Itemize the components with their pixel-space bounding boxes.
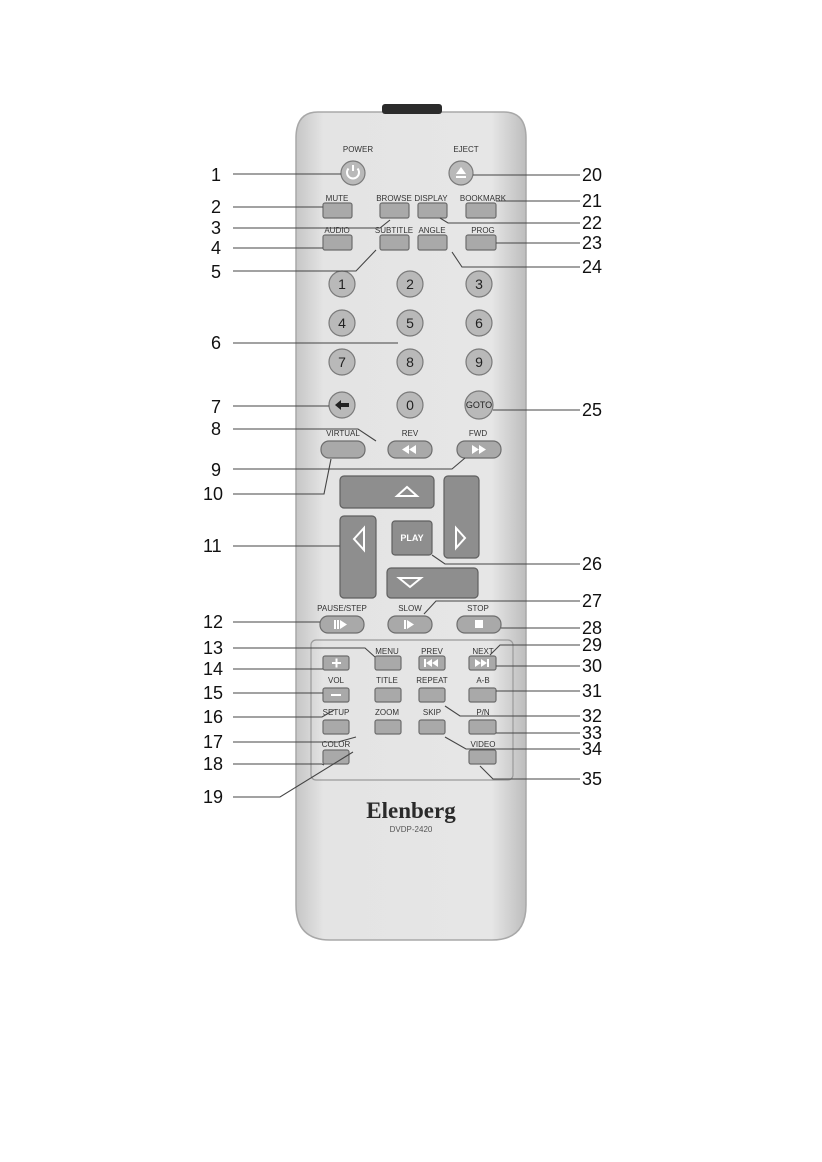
stop-icon — [475, 620, 483, 628]
eject-button[interactable] — [449, 161, 473, 185]
fwd-button[interactable] — [457, 441, 501, 458]
slow-label: SLOW — [398, 604, 422, 613]
angle-label: ANGLE — [418, 226, 446, 235]
callout-18: 18 — [203, 754, 224, 774]
eject-label: EJECT — [453, 145, 479, 154]
repeat-label: REPEAT — [416, 676, 448, 685]
browse-label: BROWSE — [376, 194, 412, 203]
svg-text:8: 8 — [406, 354, 414, 370]
callout-13: 13 — [203, 638, 224, 658]
title-label: TITLE — [376, 676, 398, 685]
digit-button-4[interactable] — [329, 310, 355, 336]
callout-26: 26 — [582, 554, 603, 574]
svg-text:1: 1 — [338, 276, 346, 292]
callout-32: 32 — [582, 706, 603, 726]
repeat-button[interactable] — [419, 688, 445, 702]
vol-down-button[interactable] — [323, 688, 349, 702]
callout-15: 15 — [203, 683, 224, 703]
svg-text:4: 4 — [338, 315, 346, 331]
digit-button-5[interactable] — [397, 310, 423, 336]
vol-up-button[interactable] — [323, 656, 349, 670]
callout-34: 34 — [582, 739, 603, 759]
callout-24: 24 — [582, 257, 603, 277]
power-label: POWER — [342, 145, 374, 154]
callout-27: 27 — [582, 591, 603, 611]
digit-button-6[interactable] — [466, 310, 492, 336]
callout-21: 21 — [582, 191, 603, 211]
callout-8: 8 — [211, 419, 222, 439]
setup-button[interactable] — [323, 720, 349, 734]
video-button[interactable] — [469, 750, 496, 764]
callout-11: 11 — [203, 536, 222, 556]
next-label: NEXT — [472, 647, 494, 656]
digit-button-9[interactable] — [466, 349, 492, 375]
callout-25: 25 — [582, 400, 603, 420]
pn-label: P/N — [476, 708, 490, 717]
audio-label: AUDIO — [324, 226, 350, 235]
svg-text:GOTO: GOTO — [465, 400, 493, 410]
callout-1: 1 — [211, 165, 222, 185]
play-button[interactable] — [392, 521, 432, 555]
subtitle-label: SUBTITLE — [374, 226, 414, 235]
svg-text:7: 7 — [338, 354, 346, 370]
pause-step-label: PAUSE/STEP — [317, 604, 367, 613]
prev-label: PREV — [421, 647, 443, 656]
zoom-button[interactable] — [375, 720, 401, 734]
callout-2: 2 — [211, 197, 222, 217]
svg-text:6: 6 — [475, 315, 483, 331]
power-button[interactable] — [341, 161, 365, 185]
svg-text:PLAY: PLAY — [400, 533, 424, 543]
callout-33: 33 — [582, 723, 603, 743]
rev-button[interactable] — [388, 441, 432, 458]
callout-5: 5 — [211, 262, 222, 282]
goto-button[interactable] — [465, 391, 493, 419]
display-button[interactable] — [418, 203, 447, 218]
rev-label: REV — [401, 429, 419, 438]
next-button[interactable] — [469, 656, 496, 670]
browse-button[interactable] — [380, 203, 409, 218]
mute-label: MUTE — [325, 194, 349, 203]
digit-button-1[interactable] — [329, 271, 355, 297]
title-button[interactable] — [375, 688, 401, 702]
callout-9: 9 — [211, 460, 222, 480]
svg-text:9: 9 — [475, 354, 483, 370]
callout-20: 20 — [582, 165, 603, 185]
prog-button[interactable] — [466, 235, 496, 250]
digit-button-2[interactable] — [397, 271, 423, 297]
callout-23: 23 — [582, 233, 603, 253]
svg-text:0: 0 — [406, 397, 414, 413]
callout-29: 29 — [582, 635, 603, 655]
left-button[interactable] — [340, 516, 376, 598]
pause-step-button[interactable] — [320, 616, 364, 633]
svg-text:3: 3 — [475, 276, 483, 292]
callout-10: 10 — [203, 484, 224, 504]
video-label: VIDEO — [470, 740, 496, 749]
callout-12: 12 — [203, 612, 224, 632]
ir-window — [382, 104, 442, 114]
svg-text:2: 2 — [406, 276, 414, 292]
callout-35: 35 — [582, 769, 603, 789]
callout-14: 14 — [203, 659, 224, 679]
model-number: DVDP-2420 — [389, 825, 433, 834]
setup-label: SETUP — [322, 708, 350, 717]
virtual-label: VIRTUAL — [326, 429, 360, 438]
callout-30: 30 — [582, 656, 603, 676]
svg-text:5: 5 — [406, 315, 414, 331]
digit-button-3[interactable] — [466, 271, 492, 297]
digit-button-0[interactable] — [397, 392, 423, 418]
brand-logo: Elenberg — [366, 798, 456, 823]
display-label: DISPLAY — [414, 194, 448, 203]
ab-label: A-B — [476, 676, 490, 685]
prev-button[interactable] — [419, 656, 445, 670]
ab-button[interactable] — [469, 688, 496, 702]
digit-button-8[interactable] — [397, 349, 423, 375]
prog-label: PROG — [471, 226, 495, 235]
minus-icon — [331, 694, 341, 696]
stop-button[interactable] — [457, 616, 501, 633]
menu-button[interactable] — [375, 656, 401, 670]
pn-button[interactable] — [469, 720, 496, 734]
digit-button-7[interactable] — [329, 349, 355, 375]
callout-28: 28 — [582, 618, 603, 638]
callout-6: 6 — [211, 333, 222, 353]
skip-label: SKIP — [422, 708, 442, 717]
virtual-button[interactable] — [321, 441, 365, 458]
fwd-label: FWD — [468, 429, 488, 438]
zoom-label: ZOOM — [375, 708, 399, 717]
down-button[interactable] — [387, 568, 478, 598]
callout-4: 4 — [211, 238, 222, 258]
angle-button[interactable] — [418, 235, 447, 250]
right-button[interactable] — [444, 476, 479, 558]
callout-22: 22 — [582, 213, 603, 233]
callout-7: 7 — [211, 397, 222, 417]
callout-3: 3 — [211, 218, 222, 238]
callout-16: 16 — [203, 707, 224, 727]
bookmark-label: BOOKMARK — [459, 194, 507, 203]
subtitle-button[interactable] — [380, 235, 409, 250]
up-button[interactable] — [340, 476, 434, 508]
skip-button[interactable] — [419, 720, 445, 734]
vol-label: VOL — [327, 676, 345, 685]
stop-label: STOP — [467, 604, 489, 613]
back-button[interactable] — [329, 392, 355, 418]
callout-19: 19 — [203, 787, 224, 807]
callout-17: 17 — [203, 732, 224, 752]
slow-button[interactable] — [388, 616, 432, 633]
color-label: COLOR — [321, 740, 351, 749]
mute-button[interactable] — [323, 203, 352, 218]
callout-31: 31 — [582, 681, 603, 701]
bookmark-button[interactable] — [466, 203, 496, 218]
audio-button[interactable] — [323, 235, 352, 250]
menu-label: MENU — [375, 647, 399, 656]
